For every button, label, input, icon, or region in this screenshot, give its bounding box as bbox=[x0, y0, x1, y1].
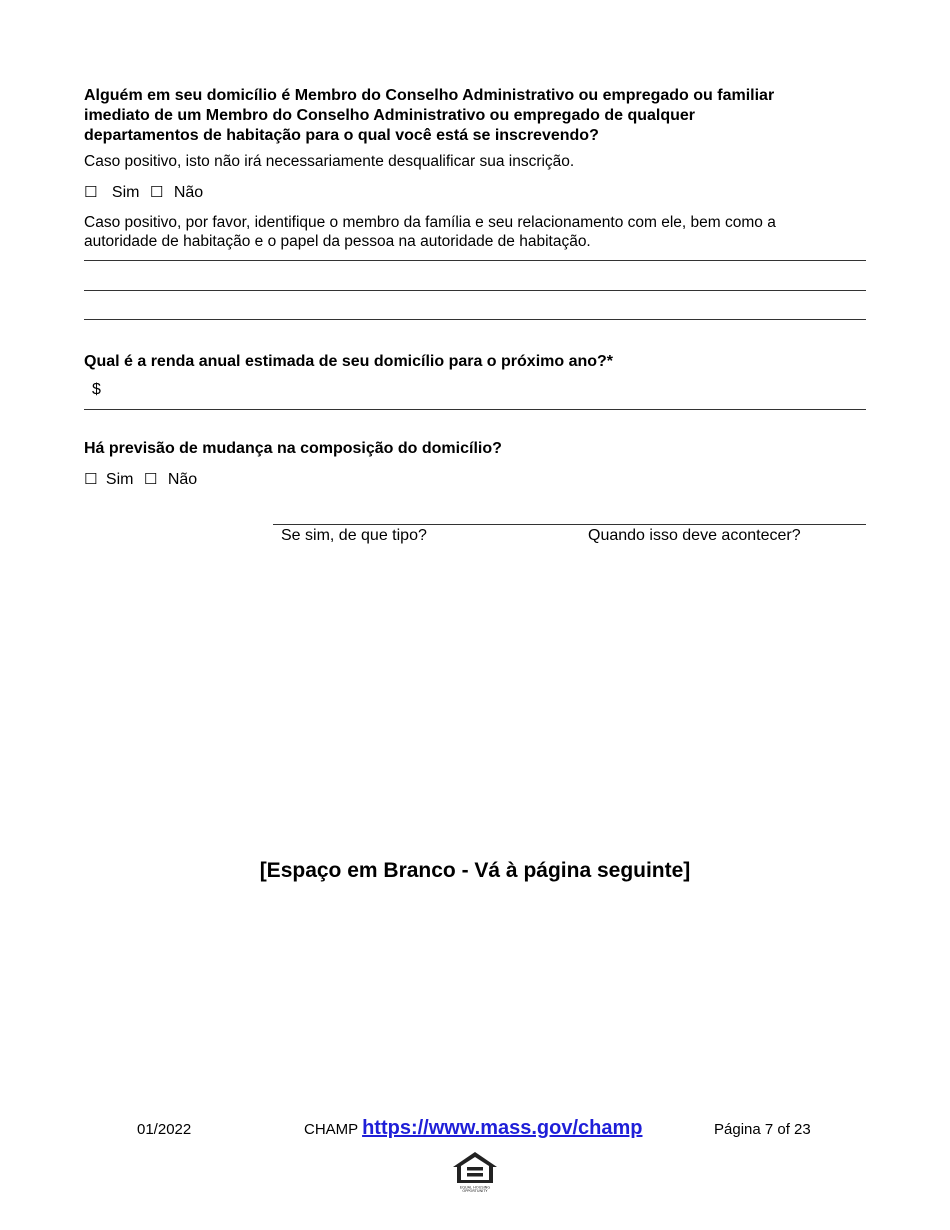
currency-symbol: $ bbox=[92, 381, 101, 398]
yes-checkbox[interactable]: ☐ bbox=[84, 184, 98, 201]
footer-date: 01/2022 bbox=[137, 1121, 192, 1138]
question-1-heading-line: Alguém em seu domicílio é Membro do Conselho Administrativo ou empregado ou familiar bbox=[84, 87, 775, 104]
change-type-label: Se sim, de que tipo? bbox=[281, 527, 427, 544]
svg-text:EQUAL HOUSING: EQUAL HOUSING bbox=[459, 1185, 491, 1190]
no-label: Não bbox=[173, 184, 204, 201]
answer-line-3[interactable] bbox=[84, 319, 866, 320]
question-2-heading: Qual é a renda anual estimada de seu domicílio para o próximo ano?* bbox=[84, 353, 614, 370]
footer-program: CHAMP bbox=[304, 1121, 358, 1138]
question-3-heading: Há previsão de mudança na composição do domicílio? bbox=[84, 440, 502, 457]
equal-housing-icon bbox=[451, 1150, 499, 1192]
yes-checkbox[interactable]: ☐ bbox=[84, 471, 98, 488]
followup-line: autoridade de habitação e o papel da pessoa na autoridade de habitação. bbox=[84, 233, 591, 250]
champ-link[interactable]: https://www.mass.gov/champ bbox=[362, 1117, 643, 1139]
question-1-heading bbox=[84, 86, 844, 146]
equal-housing-logo bbox=[451, 1150, 499, 1192]
no-checkbox[interactable]: ☐ bbox=[149, 184, 164, 201]
footer-page-number: Página 7 of 23 bbox=[714, 1121, 811, 1138]
question-1-heading-line: imediato de um Membro do Conselho Administrativo ou empregado de qualquer bbox=[84, 107, 696, 124]
followup-line: Caso positivo, por favor, identifique o membro da família e seu relacionamento com ele, bem como a bbox=[84, 214, 776, 231]
question-1-heading-line: departamentos de habitação para o qual você está se inscrevendo? bbox=[84, 127, 599, 144]
answer-line-1[interactable] bbox=[84, 260, 866, 261]
no-checkbox[interactable]: ☐ bbox=[143, 471, 158, 488]
svg-text:OPPORTUNITY: OPPORTUNITY bbox=[462, 1189, 488, 1192]
yes-label: Sim bbox=[111, 184, 140, 201]
question-3-options bbox=[84, 470, 197, 490]
question-1-followup bbox=[84, 213, 874, 251]
blank-page-notice: [Espaço em Branco - Vá à página seguinte] bbox=[259, 859, 691, 882]
no-label: Não bbox=[167, 471, 198, 488]
yes-label: Sim bbox=[105, 471, 134, 488]
change-input-line[interactable] bbox=[273, 524, 866, 525]
answer-line-2[interactable] bbox=[84, 290, 866, 291]
question-1-options bbox=[84, 183, 203, 203]
change-when-label: Quando isso deve acontecer? bbox=[588, 527, 801, 544]
income-input-line[interactable] bbox=[84, 409, 866, 410]
question-1-note: Caso positivo, isto não irá necessariamente desqualificar sua inscrição. bbox=[84, 153, 575, 170]
footer-program-line bbox=[304, 1115, 643, 1143]
